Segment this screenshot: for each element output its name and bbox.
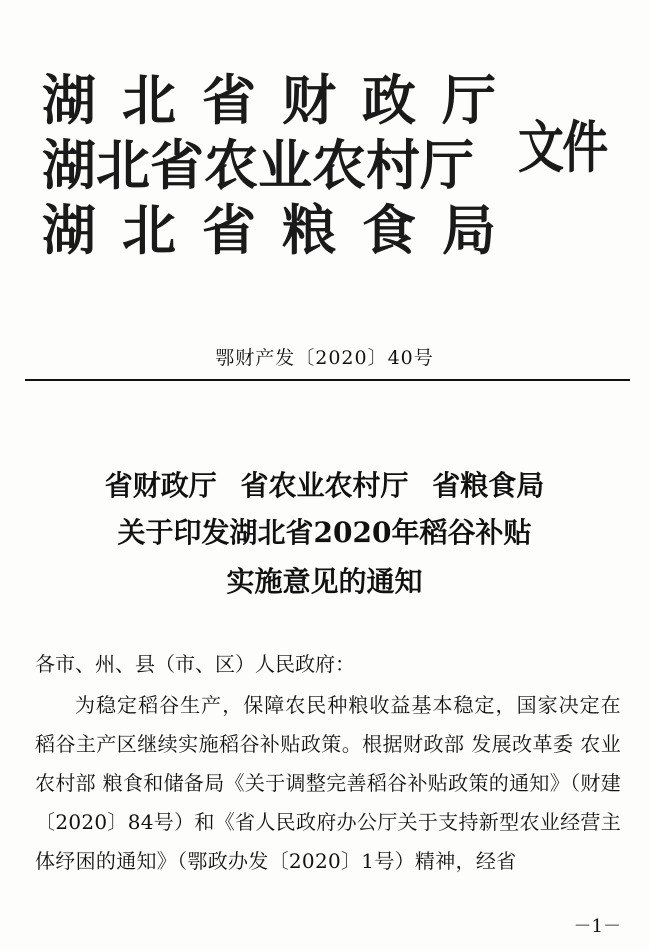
title-line-2: 关于印发湖北省2020年稻谷补贴	[117, 516, 532, 549]
issuer-finance-department: 湖北省财政厅	[42, 69, 522, 132]
title-line-1: 省财政厅 省农业农村厅 省粮食局	[104, 469, 545, 502]
document-number: 鄂财产发〔2020〕40号	[215, 347, 434, 369]
page-number: －1－	[573, 916, 621, 937]
header-divider	[25, 379, 630, 381]
body-paragraph: 为稳定稻谷生产，保障农民种粮收益基本稳定，国家决定在稻谷主产区继续实施稻谷补贴政策。根据财政部 发展改革委 农业农村部 粮食和储备局《关于调整完善稻谷补贴政策的通知》（财建〔2020〕84号）和《省人民政府办公厅关于支持新型农业经营主体纾困的通知》（鄂政办发〔2020〕1号）精神，经省	[35, 693, 621, 873]
title-line-3: 实施意见的通知	[226, 565, 423, 598]
salutation: 各市、州、县（市、区）人民政府：	[35, 652, 355, 676]
issuer-grain-bureau: 湖北省粮食局	[42, 199, 522, 262]
issuer-agriculture-department: 湖北省农业农村厅	[42, 134, 474, 197]
document-type-label: 文件	[518, 116, 607, 181]
